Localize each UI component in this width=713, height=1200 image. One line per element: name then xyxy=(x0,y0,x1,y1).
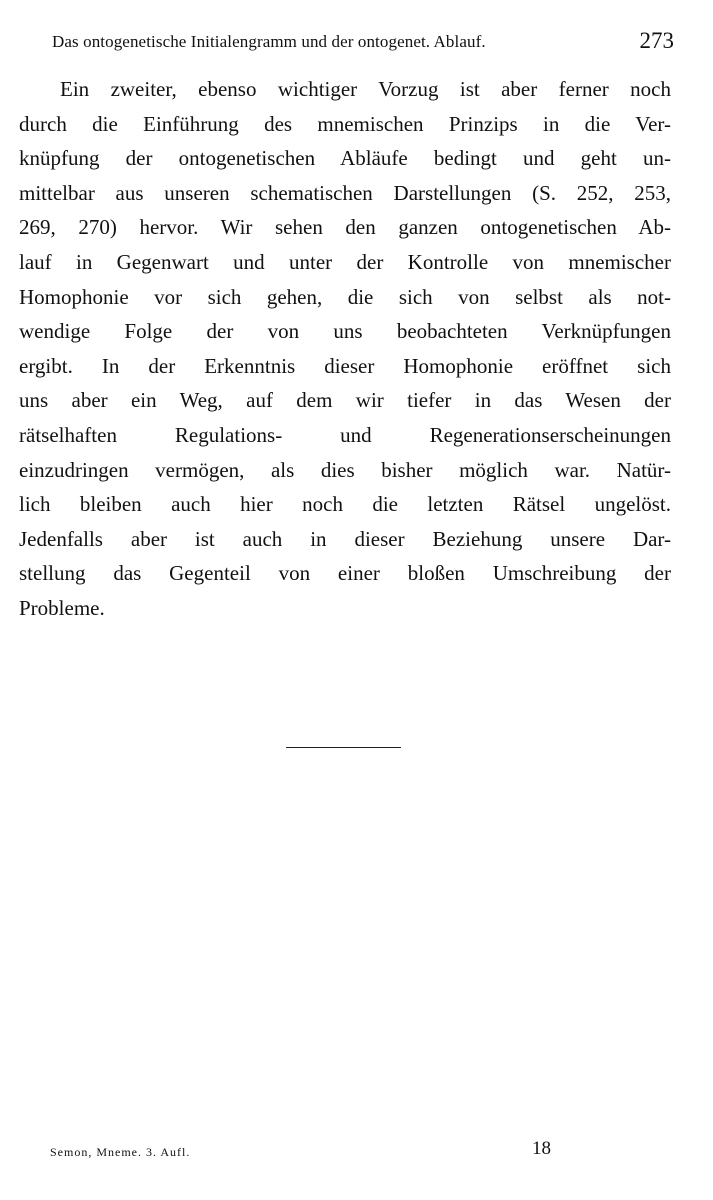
signature-number: 18 xyxy=(532,1138,551,1159)
section-divider xyxy=(286,747,401,748)
text-line: einzudringen vermögen, als dies bisher möglich war. Natür- xyxy=(19,457,671,482)
text-line: knüpfung der ontogenetischen Abläufe bedingt und geht un- xyxy=(19,146,671,171)
text-line: Probleme. xyxy=(19,595,105,620)
text-line: stellung das Gegenteil von einer bloßen Umschreibung der xyxy=(19,561,671,586)
body-paragraph xyxy=(19,72,671,626)
text-line: Ein zweiter, ebenso wichtiger Vorzug ist aber ferner noch xyxy=(60,77,671,101)
page-footer xyxy=(50,1138,570,1168)
text-line: uns aber ein Weg, auf dem wir tiefer in das Wesen der xyxy=(19,388,671,413)
text-line: Jedenfalls aber ist auch in dieser Beziehung unsere Dar- xyxy=(19,526,671,551)
text-line: durch die Einführung des mnemischen Prinzips in die Ver- xyxy=(19,111,671,136)
text-line: ergibt. In der Erkenntnis dieser Homophonie eröffnet sich xyxy=(19,353,671,378)
text-line: lauf in Gegenwart und unter der Kontrolle von mnemischer xyxy=(19,249,671,274)
page-number: 273 xyxy=(639,28,674,53)
printer-signature: Semon, Mneme. 3. Aufl. xyxy=(50,1145,191,1159)
text-line: wendige Folge der von uns beobachteten Verknüpfungen xyxy=(19,319,671,344)
page-header xyxy=(52,28,674,58)
text-line: 269, 270) hervor. Wir sehen den ganzen ontogenetischen Ab- xyxy=(19,215,671,240)
text-line: mittelbar aus unseren schematischen Darstellungen (S. 252, 253, xyxy=(19,180,671,205)
text-line: lich bleiben auch hier noch die letzten Rätsel ungelöst. xyxy=(19,492,671,517)
text-line: rätselhaften Regulations- und Regenerationserscheinungen xyxy=(19,422,671,447)
running-head: Das ontogenetische Initialengramm und der ontogenet. Ablauf. xyxy=(52,32,486,51)
text-line: Homophonie vor sich gehen, die sich von selbst als not- xyxy=(19,284,671,309)
